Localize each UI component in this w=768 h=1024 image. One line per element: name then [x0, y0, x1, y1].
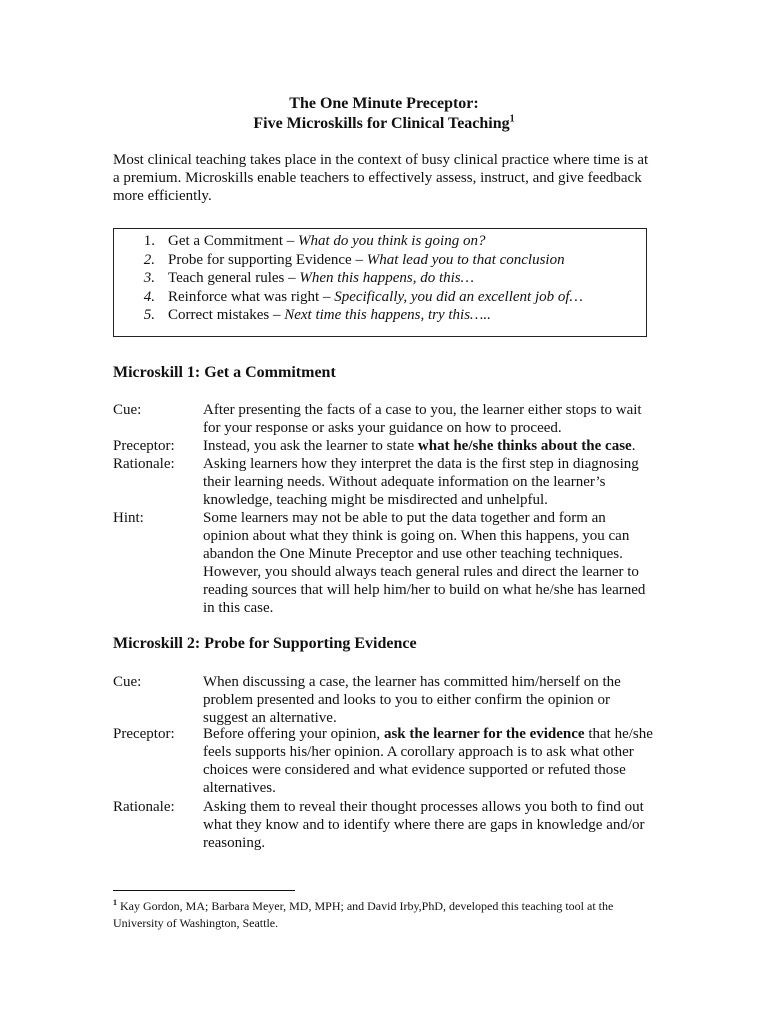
preceptor-label: Preceptor: [113, 438, 175, 454]
title-line-2-text: Five Microskills for Clinical Teaching [253, 115, 510, 132]
preceptor-text [203, 725, 653, 797]
preceptor-text-lead: Before offering your opinion, [203, 726, 384, 742]
summary-item-question: Next time this happens, try this….. [284, 307, 491, 323]
preceptor-text [203, 437, 653, 455]
summary-list [114, 229, 646, 325]
summary-item-number: 5. [143, 307, 155, 323]
preceptor-text-lead: Instead, you ask the learner to state [203, 438, 418, 454]
microskill-1-heading: Microskill 1: Get a Commitment [113, 364, 336, 381]
microskill-1-hint [113, 509, 653, 617]
preceptor-text-tail: . [631, 438, 636, 454]
footnote-mark: 1 [113, 898, 117, 907]
preceptor-label: Preceptor: [113, 726, 175, 742]
microskill-2-rationale [113, 798, 653, 852]
summary-item-question: When this happens, do this… [299, 270, 474, 286]
cue-text: When discussing a case, the learner has committed him/herself on the problem presented and looks to you to either confirm the opinion or suggest an alternative. [203, 674, 621, 726]
footnote-text: Kay Gordon, MA; Barbara Meyer, MD, MPH; and David Irby,PhD, developed this teaching tool at the University of Washington, Seattle. [113, 899, 614, 930]
microskill-1-rationale [113, 455, 653, 509]
document-title [0, 94, 768, 134]
summary-item-question: Specifically, you did an excellent job of… [334, 288, 583, 305]
summary-item-text: Get a Commitment – [168, 233, 298, 249]
cue-label: Cue: [113, 674, 142, 690]
microskill-2-cue [113, 673, 653, 727]
summary-item [114, 269, 646, 288]
rationale-text: Asking learners how they interpret the data is the first step in diagnosing their learning needs. Without adequate information on the learner’s knowledge, teaching might be misdirected and unhelpful. [203, 456, 639, 508]
microskill-2-preceptor [113, 725, 653, 797]
summary-box [113, 228, 647, 337]
hint-label: Hint: [113, 510, 144, 526]
summary-item-number: 1. [143, 233, 155, 249]
cue-text: After presenting the facts of a case to you, the learner either stops to wait for your response or asks your guidance on how to proceed. [203, 402, 642, 436]
summary-item-question: What lead you to that conclusion [366, 251, 565, 268]
summary-item [114, 232, 646, 251]
preceptor-emphasis: ask the learner for the evidence [383, 726, 585, 742]
intro-paragraph: Most clinical teaching takes place in the context of busy clinical practice where time is at a premium. Microskills enable teachers to effectively assess, instruct, and give feedback more efficiently. [113, 152, 649, 204]
preceptor-emphasis: what he/she thinks about the case [417, 438, 632, 454]
microskill-2-heading: Microskill 2: Probe for Supporting Evidence [113, 635, 417, 652]
summary-item-text: Probe for supporting Evidence – [168, 251, 367, 268]
summary-item-text: Reinforce what was right – [168, 288, 335, 305]
rationale-text: Asking them to reveal their thought processes allows you both to find out what they know and to identify where there are gaps in knowledge and/or reasoning. [203, 799, 645, 851]
summary-item-number: 4. [143, 288, 155, 305]
microskill-1-cue [113, 401, 653, 437]
footnote [113, 898, 653, 932]
preceptor-text-tail: that he/she feels supports his/her opinion. A corollary approach is to ask what other choices were considered and what evidence supported or refuted those alternatives. [203, 726, 653, 796]
cue-label: Cue: [113, 402, 142, 418]
summary-item-number: 2. [143, 251, 155, 268]
summary-item [114, 251, 646, 270]
title-footnote-mark: 1 [509, 113, 515, 125]
summary-item [114, 306, 646, 325]
summary-item-text: Teach general rules – [168, 270, 300, 286]
summary-item-question: What do you think is going on? [297, 233, 486, 249]
title-line-1: The One Minute Preceptor: [289, 95, 479, 112]
summary-item-number: 3. [143, 270, 155, 286]
summary-item-text: Correct mistakes – [168, 307, 285, 323]
summary-item [114, 288, 646, 307]
footnote-divider [113, 890, 295, 891]
title-line-2 [0, 114, 768, 134]
microskill-1-preceptor [113, 437, 653, 455]
hint-text: Some learners may not be able to put the data together and form an opinion about what they think is going on. When this happens, you can abandon the One Minute Preceptor and use other teaching techniques. However, you should always teach general rules and direct the learner to reading sources that will help him/her to build on what he/she has learned in this case. [203, 510, 646, 616]
rationale-label: Rationale: [113, 799, 175, 815]
rationale-label: Rationale: [113, 456, 175, 472]
